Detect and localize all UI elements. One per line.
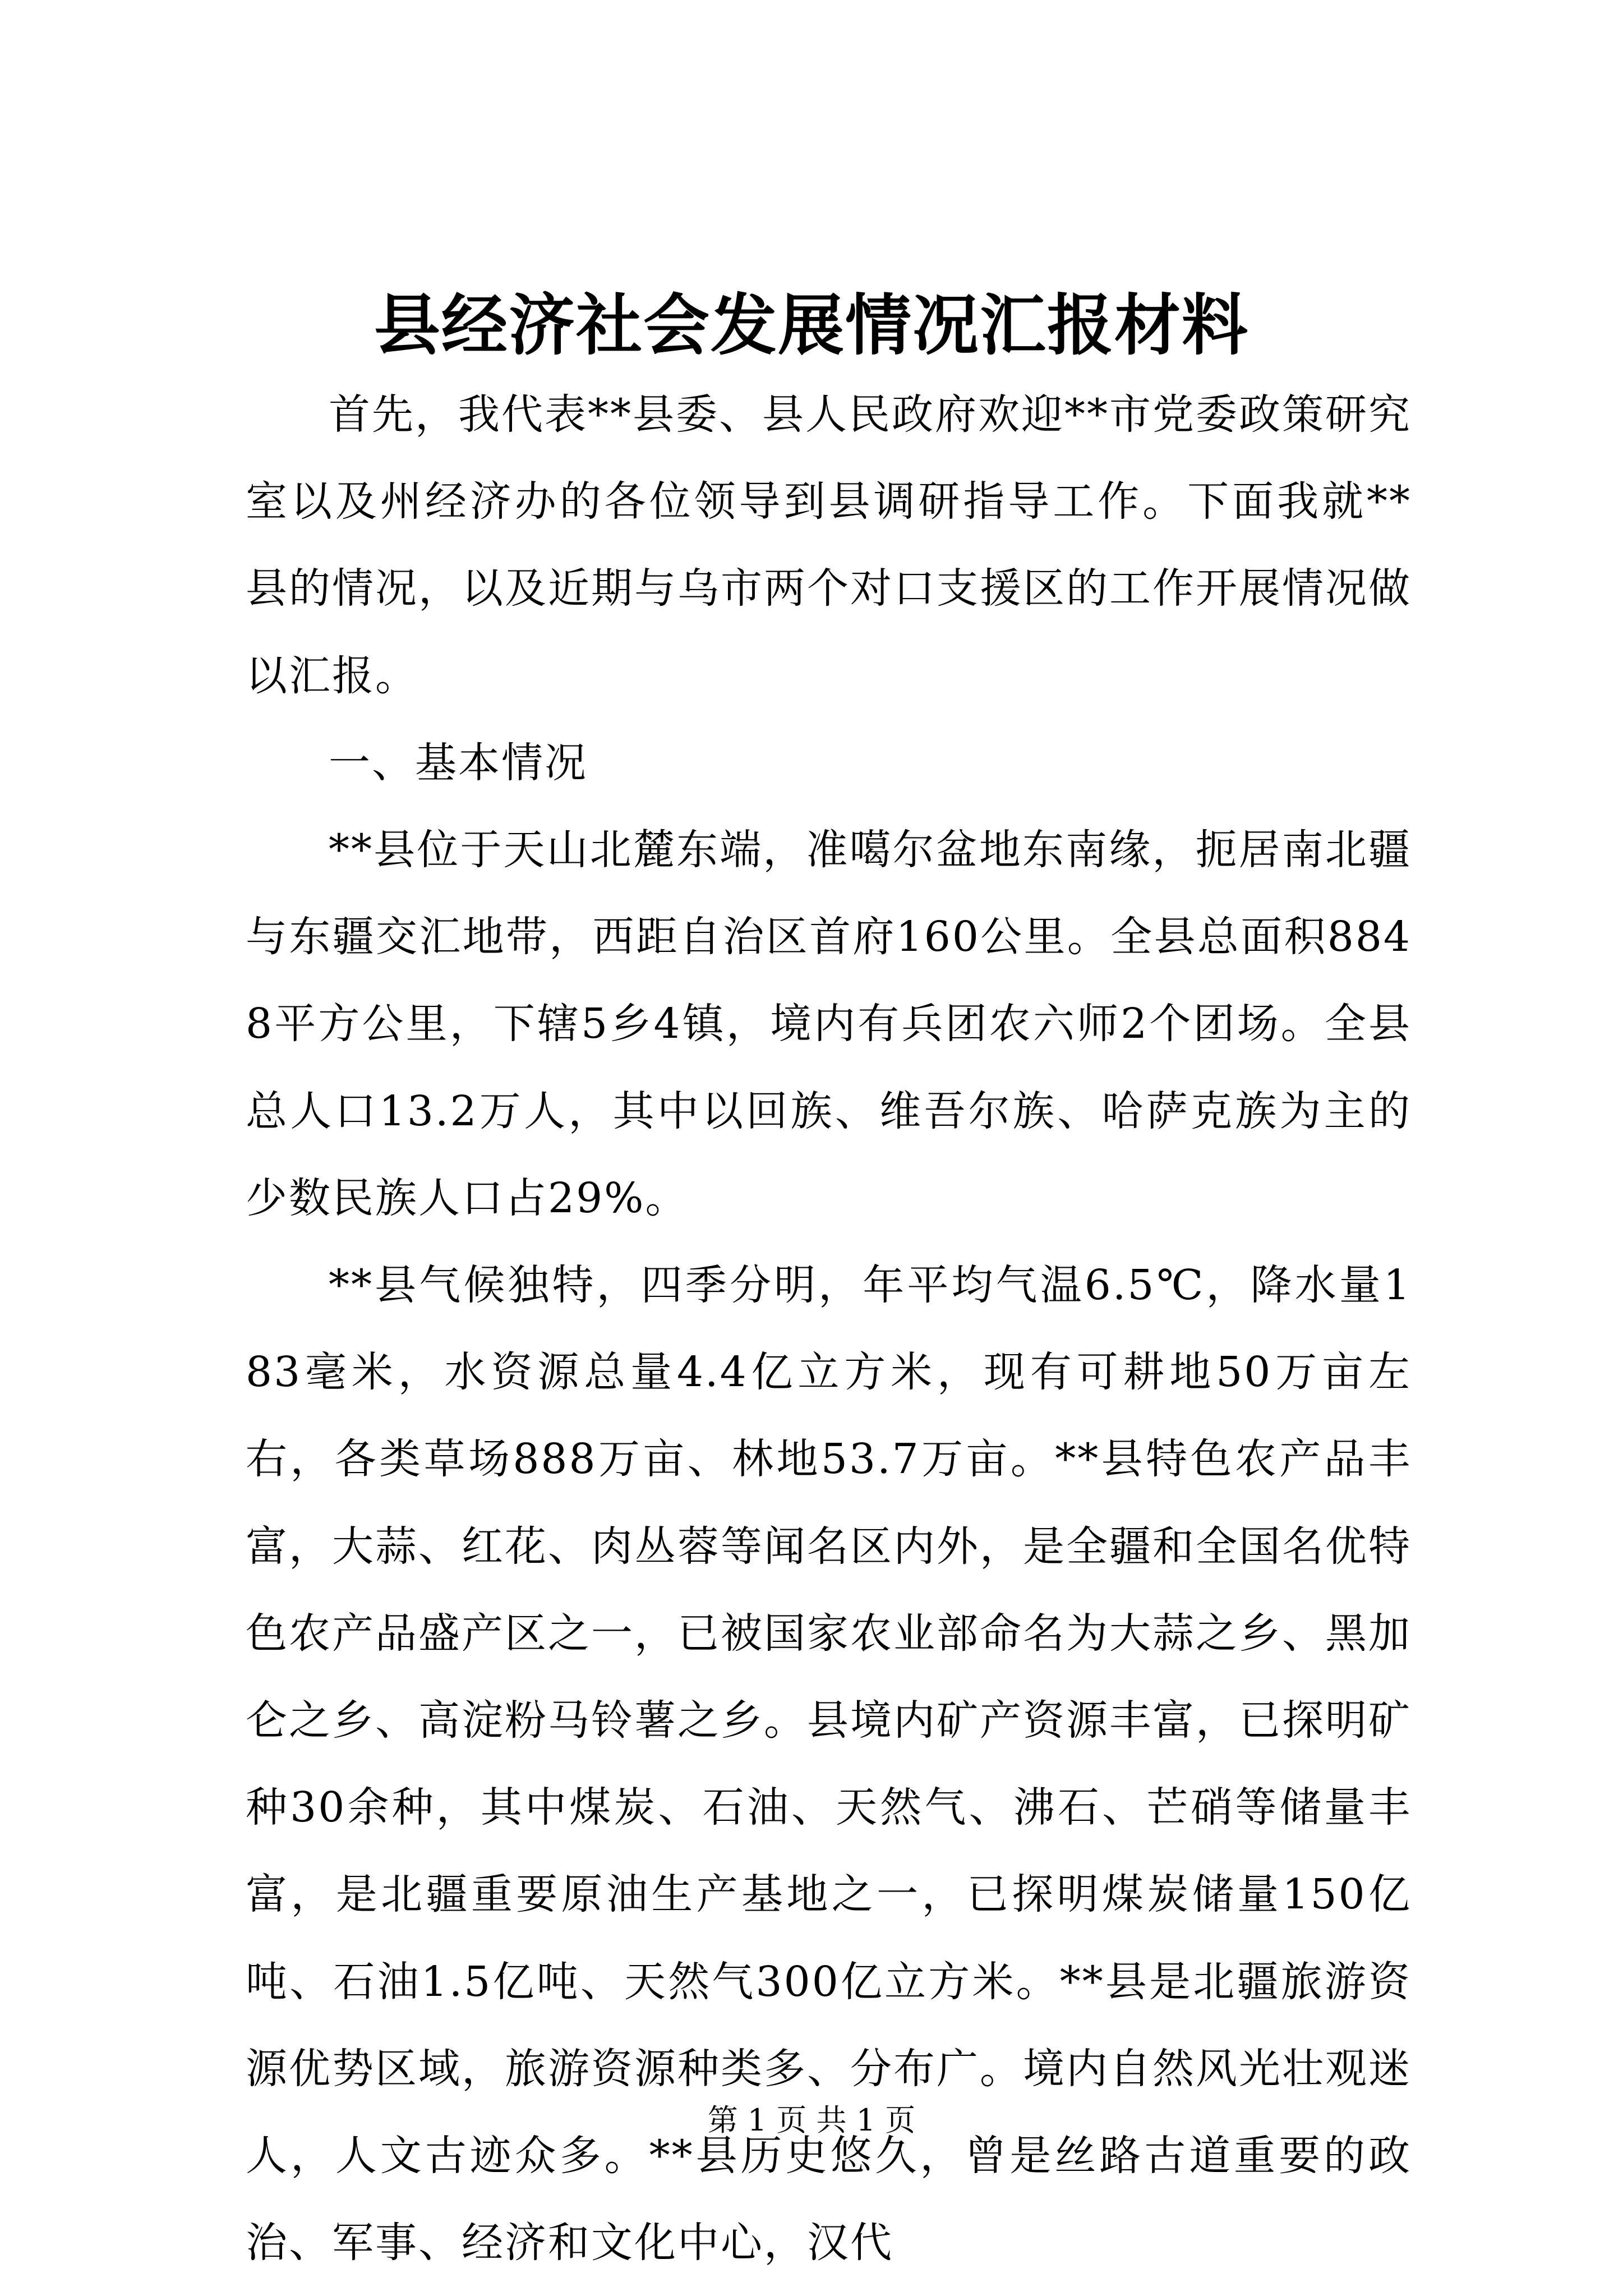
section-heading-basic-situation: 一、基本情况 — [329, 738, 588, 787]
page-footer: 第 1 页 共 1 页 — [707, 2102, 916, 2138]
document-body — [246, 371, 1412, 2286]
document-title: 县经济社会发展情况汇报材料 — [374, 286, 1249, 364]
paragraph-resources: **县气候独特，四季分明，年平均气温6.5℃，降水量183毫米，水资源总量4.4亿立方米，现有可耕地50万亩左右，各类草场888万亩、林地53.7万亩。**县特色农产品丰富，大蒜、红花、肉丛蓉等闻名区内外，是全疆和全国名优特色农产品盛产区之一，已被国家农业部命名为大蒜之乡、黑加仑之乡、高淀粉马铃薯之乡。县境内矿产资源丰富，已探明矿种30余种，其中煤炭、石油、天然气、沸石、芒硝等储量丰富，是北疆重要原油生产基地之一，已探明煤炭储量150亿吨、石油1.5亿吨、天然气300亿立方米。**县是北疆旅游资源优势区域，旅游资源种类多、分布广。境内自然风光壮观迷人，人文古迹众多。**县历史悠久，曾是丝路古道重要的政治、军事、经济和文化中心，汉代 — [246, 1261, 1412, 2267]
paragraph-location: **县位于天山北麓东端，准噶尔盆地东南缘，扼居南北疆与东疆交汇地带，西距自治区首府160公里。全县总面积8848平方公里，下辖5乡4镇，境内有兵团农六师2个团场。全县总人口13.2万人，其中以回族、维吾尔族、哈萨克族为主的少数民族人口占29%。 — [246, 826, 1412, 1222]
paragraph-intro: 首先，我代表**县委、县人民政府欢迎**市党委政策研究室以及州经济办的各位领导到县调研指导工作。下面我就**县的情况，以及近期与乌市两个对口支援区的工作开展情况做以汇报。 — [246, 390, 1412, 700]
